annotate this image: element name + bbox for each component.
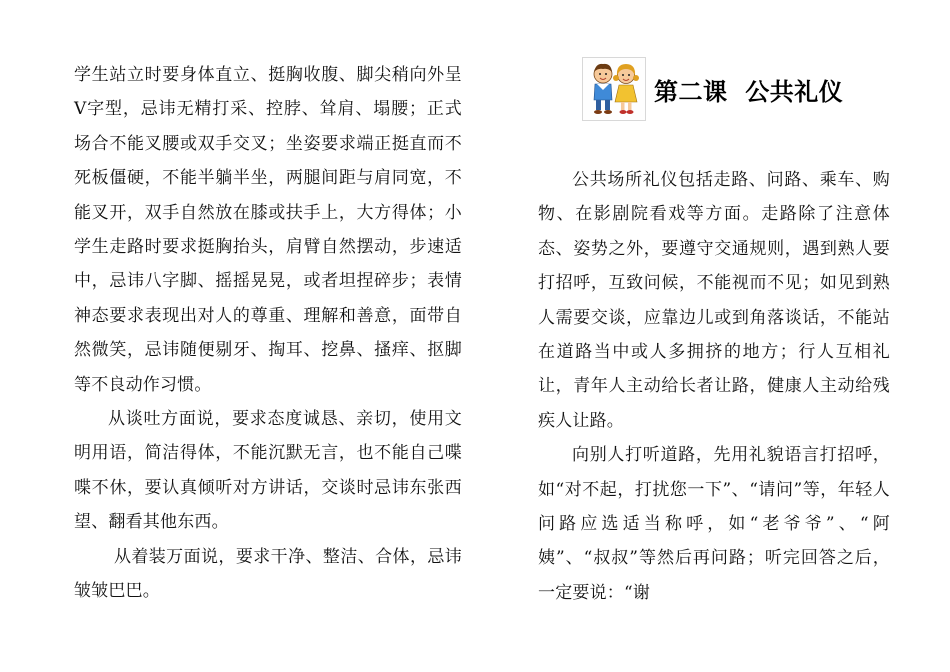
paragraph-asking-directions: 向别人打听道路，先用礼貌语言打招呼，如“对不起，打扰您一下”、“请问”等，年轻人问路应选适当称呼，如“老爷爷”、“阿姨”、“叔叔”等然后再问路；听完回答之后，一定要说：“谢 bbox=[538, 445, 890, 603]
right-text-column bbox=[538, 163, 890, 610]
two-children-cartoon-icon bbox=[582, 57, 646, 121]
paragraph-dress: 从着装万面说，要求干净、整洁、合体，忌讳皱皱巴巴。 bbox=[74, 546, 462, 602]
lesson-title: 第二课 公共礼仪 bbox=[654, 77, 844, 106]
paragraph-posture: 学生站立时要身体直立、挺胸收腹、脚尖稍向外呈Ⅴ字型，忌讳无精打采、控脖、耸肩、塌腰；正式场合不能叉腰或双手交叉；坐姿要求端正挺直而不死板僵硬，不能半躺半坐，两腿间距与肩同宽，不能叉开，双手自然放在膝或扶手上，大方得体；小学生走路时要求挺胸抬头，肩臂自然摆动，步速适中，忌讳八字脚、摇摇晃晃，或者坦捏碎步；表情神态要求表现出对人的尊重、理解和善意，面带自然微笑，忌讳随便剔牙、掏耳、挖鼻、搔痒、抠脚等不良动作习惯。 bbox=[74, 65, 462, 395]
paragraph-public-etiquette: 公共场所礼仪包括走路、问路、乘车、购物、在影剧院看戏等方面。走路除了注意体态、姿势之外，要遵守交通规则，遇到熟人要打招呼，互致问候，不能视而不见；如见到熟人需要交谈，应靠边儿或到角落谈话，不能站在道路当中或人多拥挤的地方；行人互相礼让，青年人主动给长者让路，健康人主动给残疾人让路。 bbox=[538, 170, 890, 431]
paragraph-speech: 从谈吐方面说，要求态度诚恳、亲切，使用文明用语，简洁得体，不能沉默无言，也不能自己喋喋不休，要认真倾听对方讲话，交谈时忌讳东张西望、翻看其他东西。 bbox=[74, 409, 462, 533]
left-text-column bbox=[74, 58, 462, 609]
lesson-header bbox=[582, 57, 843, 121]
